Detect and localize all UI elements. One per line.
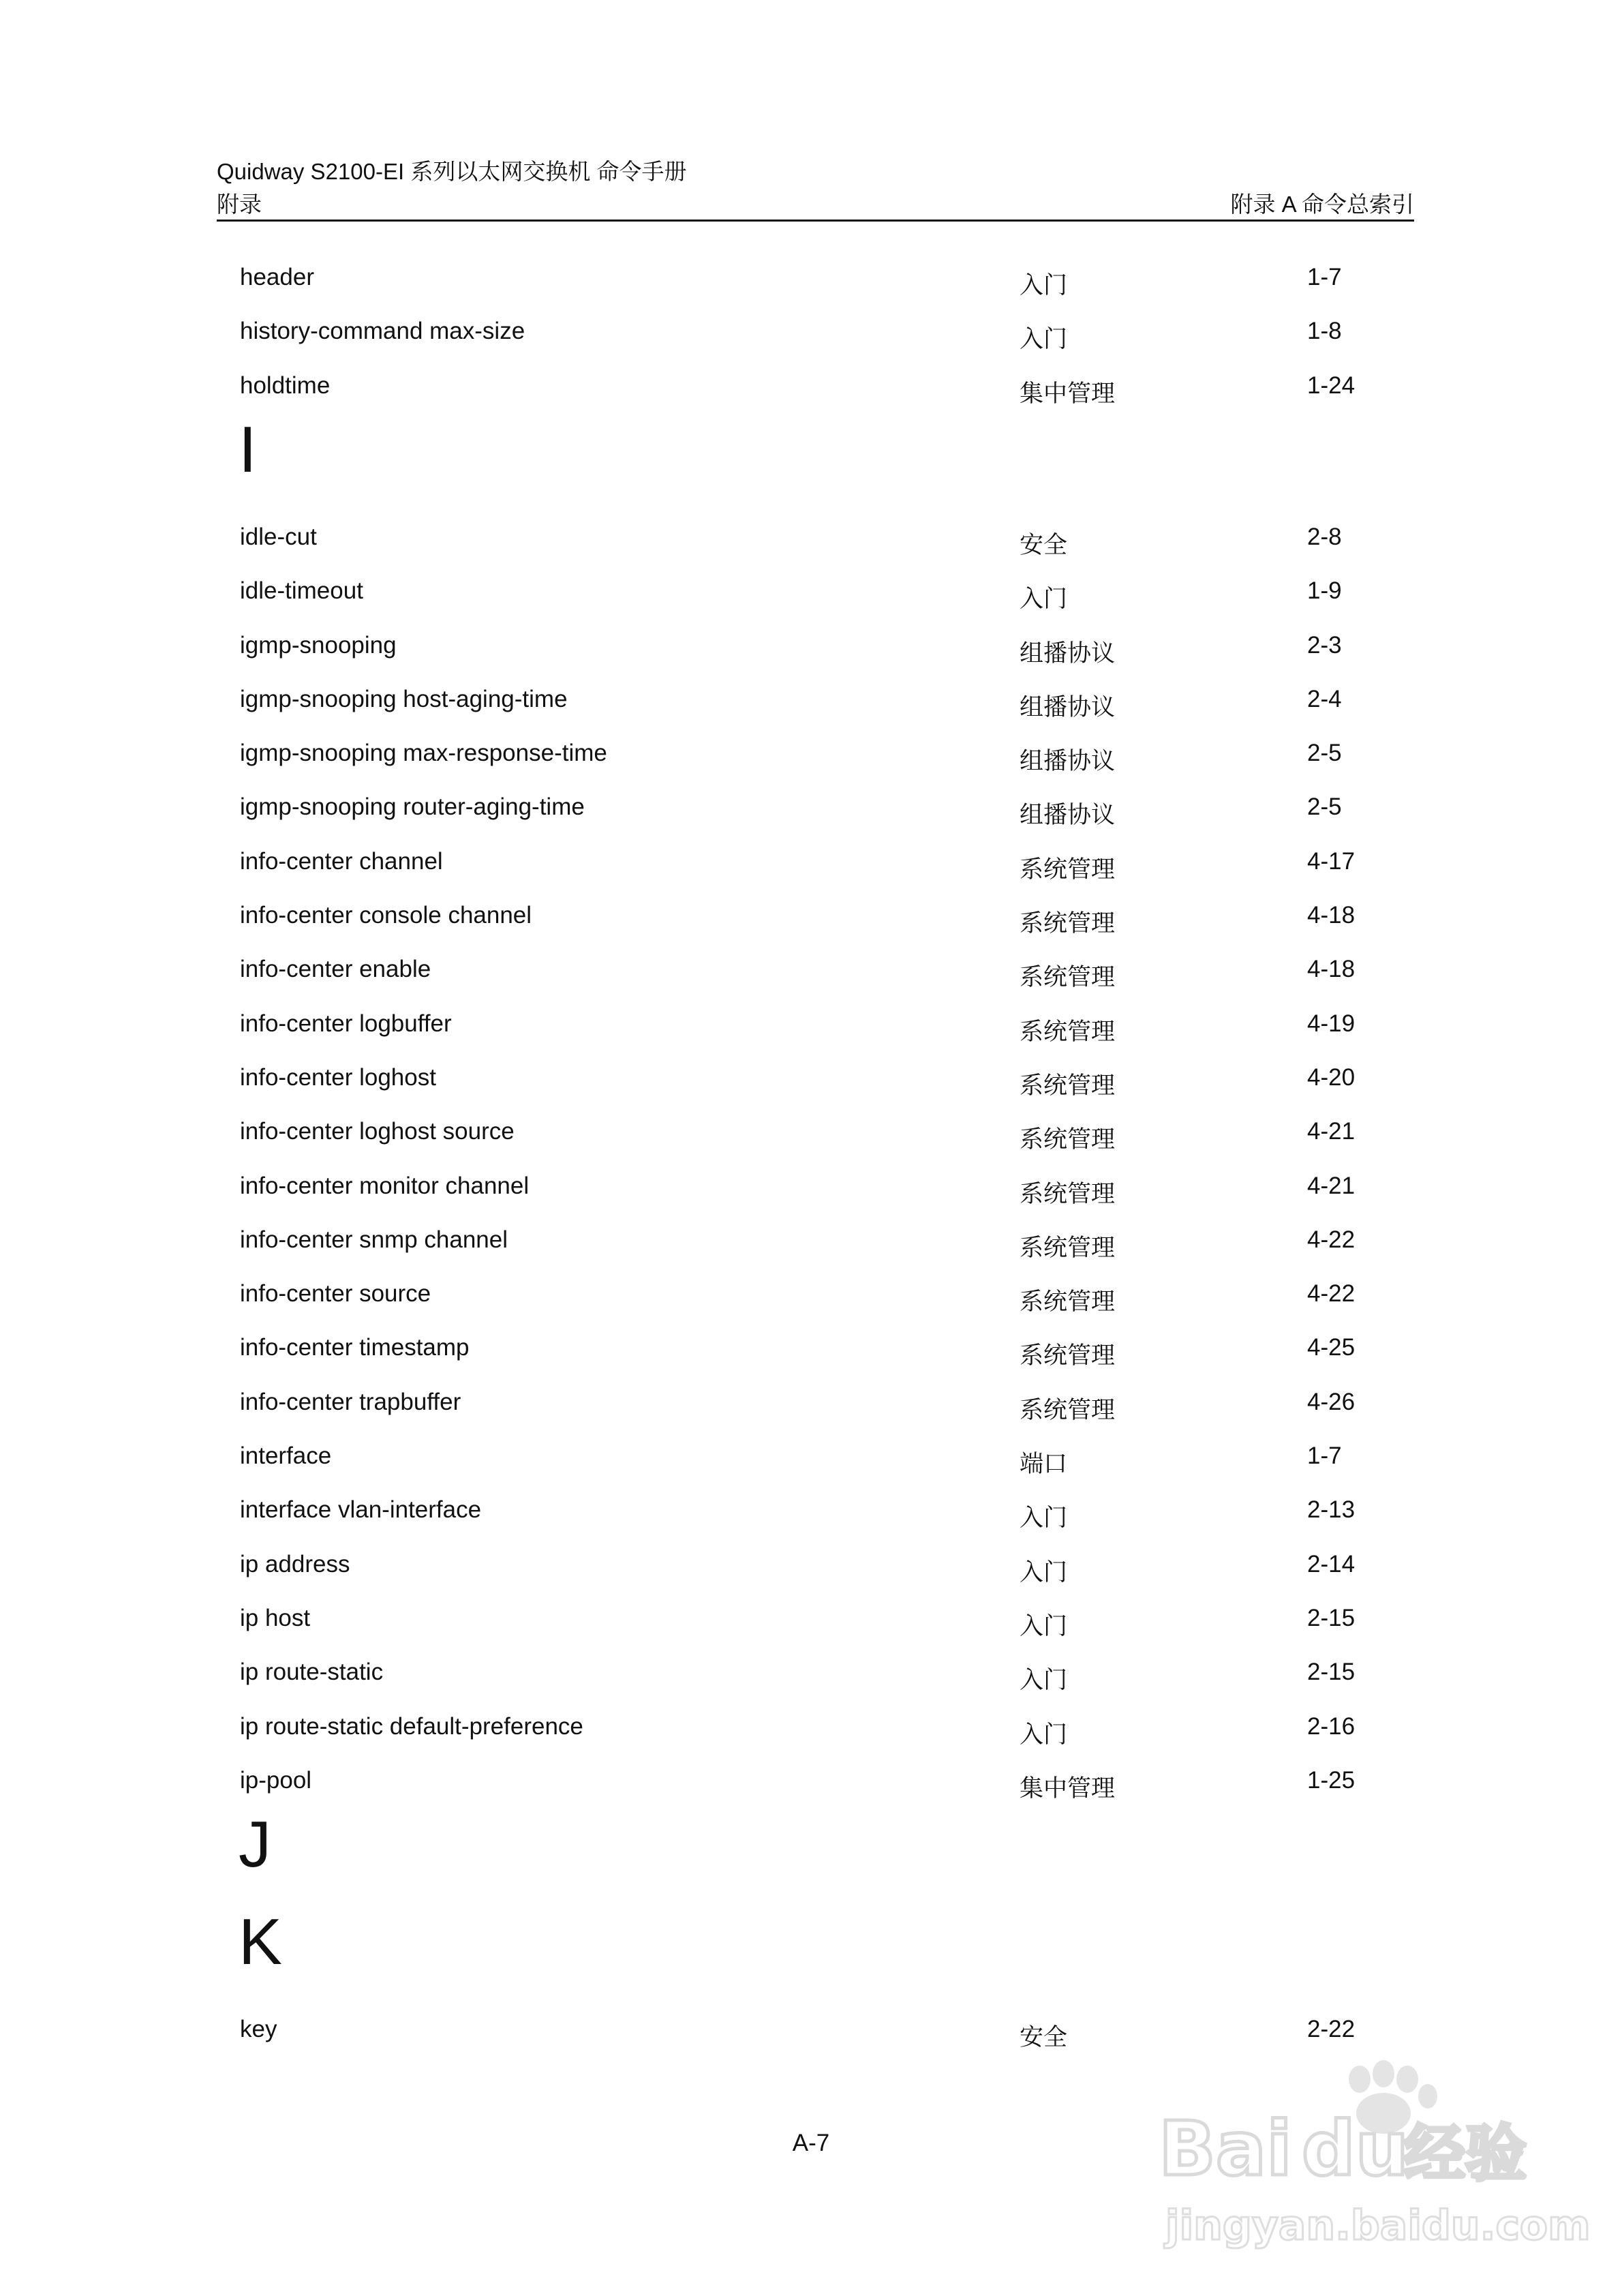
index-entry — [0, 1767, 1622, 1808]
command-name: info-center snmp channel — [240, 1226, 508, 1253]
manual-section: 端口 — [1020, 1451, 1068, 1478]
command-name: info-center console channel — [240, 902, 532, 928]
index-entry — [0, 524, 1622, 564]
manual-section: 系统管理 — [1020, 1396, 1116, 1424]
watermark-cn: 经验 — [1404, 2118, 1527, 2190]
index-entry — [0, 577, 1622, 618]
index-entry — [0, 1605, 1622, 1646]
page-reference: 4-18 — [1307, 902, 1356, 928]
command-name: info-center enable — [240, 956, 431, 983]
index-entry — [0, 1064, 1622, 1105]
header-right-label: 附录 A 命令总索引 — [1230, 192, 1414, 217]
page-reference: 1-25 — [1307, 1766, 1356, 1794]
page-reference: 2-5 — [1307, 740, 1342, 767]
index-entry — [0, 1389, 1622, 1430]
page-reference: 2-22 — [1307, 2016, 1356, 2043]
page-reference: 1-7 — [1307, 1442, 1342, 1469]
page-reference: 4-21 — [1307, 1172, 1356, 1199]
watermark-url: jingyan.baidu.com — [1165, 2202, 1591, 2250]
page-reference: 4-18 — [1307, 956, 1356, 983]
page-reference: 4-20 — [1307, 1063, 1356, 1091]
page-reference: 1-7 — [1307, 264, 1342, 290]
manual-section: 入门 — [1020, 1612, 1068, 1640]
manual-section: 入门 — [1020, 1667, 1068, 1695]
page-reference: 2-14 — [1307, 1550, 1356, 1577]
page-reference: 2-15 — [1307, 1659, 1356, 1686]
manual-section: 系统管理 — [1020, 964, 1116, 992]
index-entry — [0, 1280, 1622, 1321]
manual-section: 安全 — [1020, 2024, 1068, 2052]
index-entry — [0, 1659, 1622, 1700]
index-entry — [0, 902, 1622, 943]
page-reference: 2-5 — [1307, 794, 1342, 821]
page-reference: 1-9 — [1307, 577, 1342, 605]
index-entry — [0, 1713, 1622, 1754]
manual-section: 系统管理 — [1020, 1234, 1116, 1262]
index-entry — [0, 2016, 1622, 2057]
manual-section: 组播协议 — [1020, 639, 1116, 667]
manual-section: 系统管理 — [1020, 910, 1116, 937]
page-reference: 4-21 — [1307, 1118, 1356, 1145]
index-letter-heading: K — [239, 1905, 283, 1978]
manual-section: 系统管理 — [1020, 1342, 1116, 1370]
page-reference: 2-3 — [1307, 631, 1342, 659]
manual-section: 系统管理 — [1020, 856, 1116, 883]
index-entry — [0, 740, 1622, 781]
page-reference: 2-8 — [1307, 523, 1342, 550]
page-reference: 2-4 — [1307, 685, 1342, 712]
command-name: key — [240, 2016, 277, 2043]
command-name: interface vlan-interface — [240, 1496, 482, 1524]
index-letter-heading: J — [239, 1807, 271, 1881]
index-entry — [0, 686, 1622, 727]
index-entry — [0, 264, 1622, 305]
command-name: info-center timestamp — [240, 1334, 470, 1361]
page-reference: 2-13 — [1307, 1496, 1356, 1524]
command-name: idle-cut — [240, 523, 317, 550]
index-entry — [0, 1173, 1622, 1213]
command-name: igmp-snooping host-aging-time — [240, 685, 568, 712]
page-reference: 4-25 — [1307, 1334, 1356, 1361]
page-number: A-7 — [792, 2130, 830, 2156]
command-name: interface — [240, 1442, 332, 1469]
manual-title: Quidway S2100-EI 系列以太网交换机 命令手册 — [217, 159, 687, 184]
page-reference: 2-15 — [1307, 1604, 1356, 1631]
watermark-brand-tail: du — [1302, 2105, 1409, 2192]
index-entry — [0, 956, 1622, 997]
index-entry — [0, 1334, 1622, 1375]
manual-section: 入门 — [1020, 1558, 1068, 1586]
command-name: info-center loghost source — [240, 1118, 515, 1145]
index-entry — [0, 1496, 1622, 1537]
page-reference: 4-17 — [1307, 847, 1356, 875]
manual-section: 入门 — [1020, 1721, 1068, 1749]
command-name: history-command max-size — [240, 318, 525, 345]
header-left-label: 附录 — [217, 191, 262, 217]
page-reference: 4-19 — [1307, 1010, 1356, 1037]
command-name: info-center channel — [240, 847, 443, 875]
manual-section: 集中管理 — [1020, 380, 1116, 408]
command-name: info-center trapbuffer — [240, 1388, 461, 1415]
index-entry — [0, 848, 1622, 889]
manual-section: 入门 — [1020, 1505, 1068, 1532]
page-reference: 1-8 — [1307, 318, 1342, 345]
index-entry — [0, 794, 1622, 834]
manual-section: 组播协议 — [1020, 802, 1116, 830]
manual-section: 组播协议 — [1020, 693, 1116, 721]
command-name: info-center loghost — [240, 1063, 436, 1091]
page-reference: 1-24 — [1307, 372, 1356, 399]
manual-section: 组播协议 — [1020, 748, 1116, 776]
manual-section: 入门 — [1020, 586, 1068, 614]
command-name: ip address — [240, 1550, 350, 1577]
manual-section: 入门 — [1020, 326, 1068, 354]
index-entry — [0, 1226, 1622, 1267]
index-entry — [0, 1442, 1622, 1483]
command-name: ip host — [240, 1604, 311, 1631]
manual-section: 系统管理 — [1020, 1180, 1116, 1208]
command-name: ip route-static default-preference — [240, 1712, 583, 1740]
page-reference: 4-26 — [1307, 1388, 1356, 1415]
command-name: igmp-snooping max-response-time — [240, 740, 607, 767]
command-name: header — [240, 264, 314, 290]
index-entry — [0, 632, 1622, 673]
index-entry — [0, 318, 1622, 359]
command-name: igmp-snooping router-aging-time — [240, 794, 585, 821]
watermark-brand: Bai — [1159, 2105, 1292, 2192]
index-entry — [0, 1551, 1622, 1592]
manual-section: 入门 — [1020, 272, 1068, 299]
command-name: info-center monitor channel — [240, 1172, 530, 1199]
manual-section: 安全 — [1020, 531, 1068, 559]
manual-section: 系统管理 — [1020, 1072, 1116, 1100]
command-name: ip-pool — [240, 1766, 312, 1794]
command-name: info-center logbuffer — [240, 1010, 452, 1037]
index-entry — [0, 1118, 1622, 1159]
manual-section: 系统管理 — [1020, 1018, 1116, 1046]
page-reference: 4-22 — [1307, 1280, 1356, 1308]
manual-section: 系统管理 — [1020, 1288, 1116, 1316]
page-reference: 2-16 — [1307, 1712, 1356, 1740]
index-entry — [0, 372, 1622, 413]
command-name: idle-timeout — [240, 577, 363, 605]
manual-section: 集中管理 — [1020, 1774, 1116, 1802]
baidu-jingyan-watermark — [1159, 2059, 1591, 2263]
index-letter-heading: I — [239, 412, 257, 486]
command-name: igmp-snooping — [240, 631, 397, 659]
command-name: info-center source — [240, 1280, 431, 1308]
command-name: holdtime — [240, 372, 331, 399]
index-entry — [0, 1010, 1622, 1051]
page-reference: 4-22 — [1307, 1226, 1356, 1253]
manual-section: 系统管理 — [1020, 1126, 1116, 1154]
command-name: ip route-static — [240, 1659, 384, 1686]
